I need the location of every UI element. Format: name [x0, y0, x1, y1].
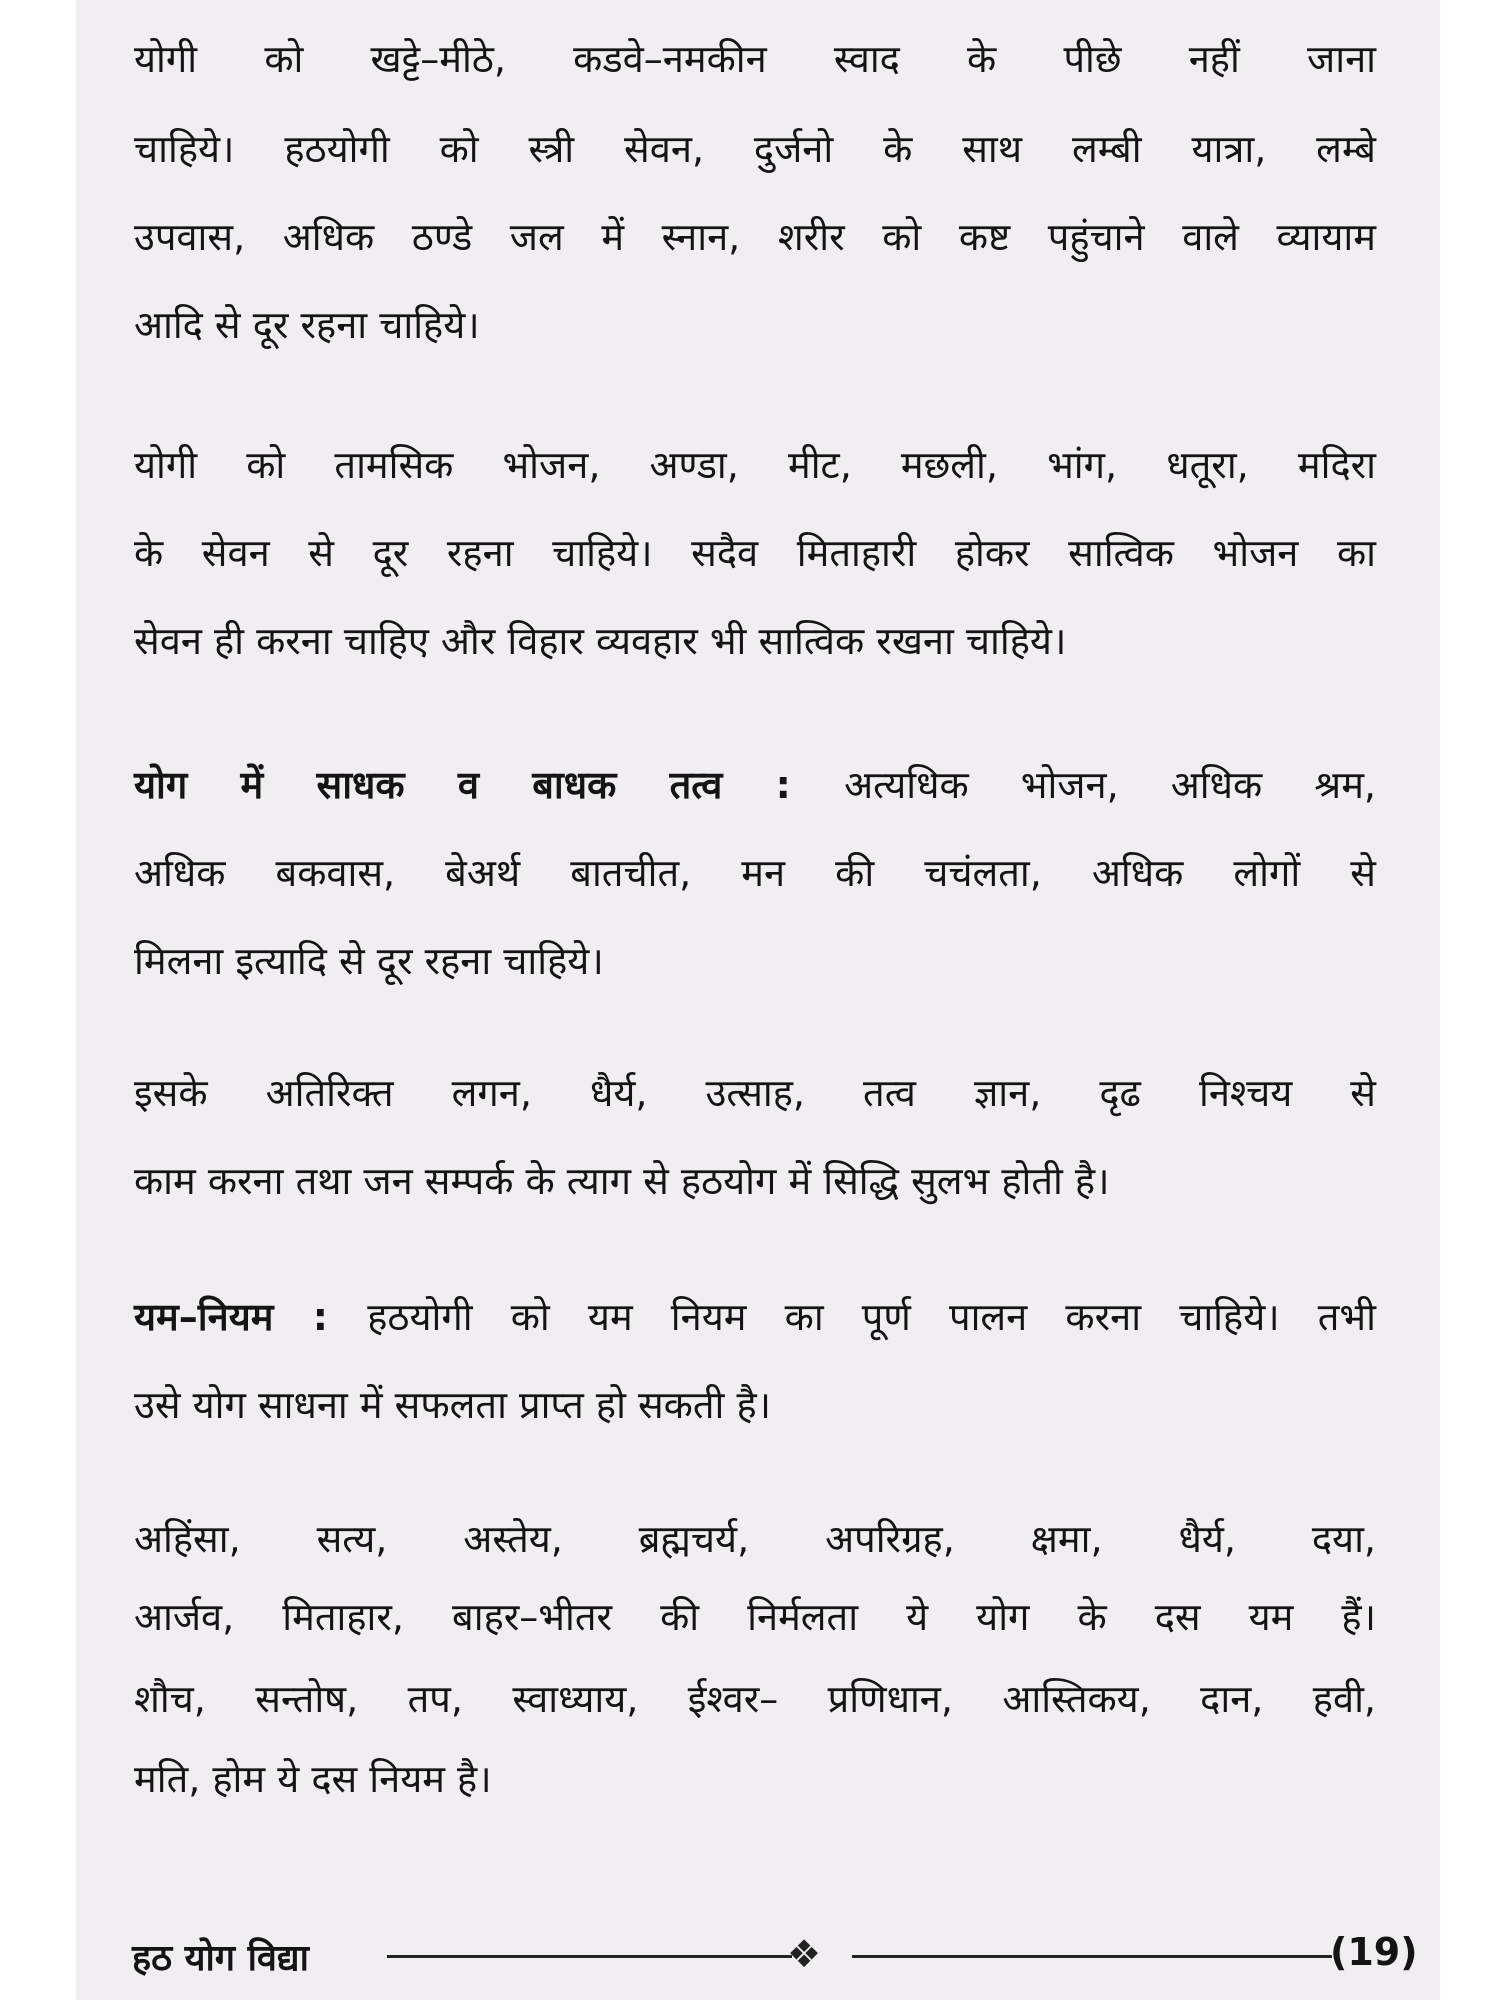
para3-heading: योग में साधक व बाधक तत्व :: [134, 763, 845, 807]
para1-line4: आदि से दूर रहना चाहिये।: [134, 303, 480, 347]
page-number: (19): [1330, 1930, 1418, 1974]
para6-line1: अहिंसा, सत्य, अस्तेय, ब्रह्मचर्य, अपरिग्रह, क्षमा, धैर्य, दया,: [134, 1517, 1376, 1561]
para4-line1: इसके अतिरिक्त लगन, धैर्य, उत्साह, तत्व ज्ञान, दृढ निश्चय से: [134, 1071, 1376, 1115]
para2-line3: सेवन ही करना चाहिए और विहार व्यवहार भी सात्विक रखना चाहिये।: [134, 619, 1067, 663]
page-footer: [132, 1928, 1418, 1986]
footer-rule-right: [852, 1955, 1332, 1958]
para3-line1-rest: अत्यधिक भोजन, अधिक श्रम,: [844, 763, 1376, 807]
para1-line1: योगी को खट्टे–मीठे, कडवे–नमकीन स्वाद के पीछे नहीं जाना: [134, 37, 1376, 81]
ornament-icon: ❖: [787, 1932, 822, 1976]
para5-line2: उसे योग साधना में सफलता प्राप्त हो सकती है।: [134, 1383, 772, 1427]
para6-line3: शौच, सन्तोष, तप, स्वाध्याय, ईश्वर– प्रणिधान, आस्तिकय, दान, हवी,: [134, 1677, 1376, 1721]
para3-line3: मिलना इत्यादि से दूर रहना चाहिये।: [134, 939, 604, 983]
para2-line1: योगी को तामसिक भोजन, अण्डा, मीट, मछली, भांग, धतूरा, मदिरा: [134, 443, 1376, 487]
para5-heading: यम–नियम :: [134, 1295, 368, 1339]
para5-line1: [134, 1290, 1376, 1342]
para3-line2: अधिक बकवास, बेअर्थ बातचीत, मन की चचंलता, अधिक लोगों से: [134, 851, 1376, 895]
para5-line1-rest: हठयोगी को यम नियम का पूर्ण पालन करना चाहिये। तभी: [367, 1295, 1376, 1339]
footer-book-title: हठ योग विद्या: [132, 1938, 309, 1979]
para6-line2: आर्जव, मिताहार, बाहर–भीतर की निर्मलता ये योग के दस यम हैं।: [134, 1595, 1376, 1639]
footer-rule-left: [387, 1955, 792, 1958]
book-page: [76, 0, 1440, 2000]
para1-line3: उपवास, अधिक ठण्डे जल में स्नान, शरीर को कष्ट पहुंचाने वाले व्यायाम: [134, 215, 1376, 259]
para4-line2: काम करना तथा जन सम्पर्क के त्याग से हठयोग में सिद्धि सुलभ होती है।: [134, 1159, 1110, 1203]
para6-line4: मति, होम ये दस नियम है।: [134, 1757, 492, 1801]
para2-line2: के सेवन से दूर रहना चाहिये। सदैव मिताहारी होकर सात्विक भोजन का: [134, 531, 1376, 575]
para3-line1: [134, 758, 1376, 810]
para1-line2: चाहिये। हठयोगी को स्त्री सेवन, दुर्जनो के साथ लम्बी यात्रा, लम्बे: [134, 127, 1376, 171]
